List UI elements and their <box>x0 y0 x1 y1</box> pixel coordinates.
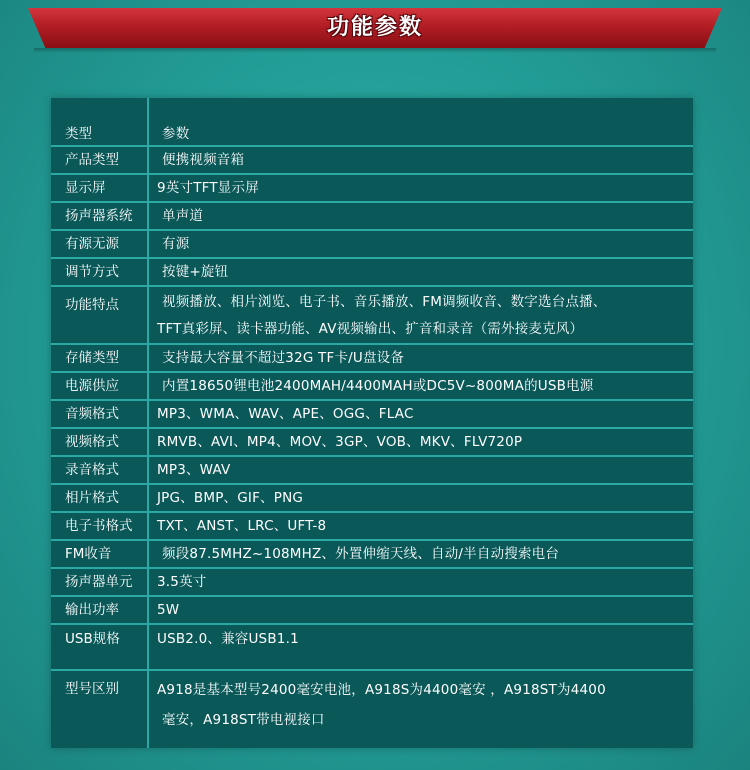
table-row <box>51 625 693 671</box>
row-value: 9英寸TFT显示屏 <box>157 180 259 196</box>
table-row <box>51 259 693 287</box>
row-label: 存储类型 <box>65 350 119 366</box>
row-value: 3.5英寸 <box>157 574 207 590</box>
table-row <box>51 373 693 401</box>
row-value-line: 毫安，A918ST带电视接口 <box>162 712 325 728</box>
table-row <box>51 513 693 541</box>
table-row <box>51 429 693 457</box>
row-value: 便携视频音箱 <box>162 152 245 168</box>
row-label: 型号区别 <box>65 681 119 697</box>
row-label: 输出功率 <box>65 602 119 618</box>
table-row <box>51 175 693 203</box>
row-label: 音频格式 <box>65 406 119 422</box>
row-label: 扬声器系统 <box>65 208 133 224</box>
row-label: 录音格式 <box>65 462 119 478</box>
table-row <box>51 231 693 259</box>
row-value-line: TFT真彩屏、读卡器功能、AV视频输出、扩音和录音（需外接麦克风） <box>157 321 584 337</box>
spec-table <box>51 98 693 748</box>
table-row <box>51 401 693 429</box>
row-label: 相片格式 <box>65 490 119 506</box>
row-value: 单声道 <box>162 208 204 224</box>
row-value: 有源 <box>162 236 190 252</box>
table-row <box>51 485 693 513</box>
row-label: 电源供应 <box>65 378 119 394</box>
row-label: 显示屏 <box>65 180 106 196</box>
table-row <box>51 203 693 231</box>
row-value: RMVB、AVI、MP4、MOV、3GP、VOB、MKV、FLV720P <box>157 434 523 450</box>
row-value: 参数 <box>162 126 190 142</box>
table-row <box>51 569 693 597</box>
row-value: 按键+旋钮 <box>162 264 229 280</box>
row-label: 调节方式 <box>65 264 119 280</box>
row-label: 产品类型 <box>65 152 119 168</box>
table-row <box>51 457 693 485</box>
table-row <box>51 147 693 175</box>
banner-title: 功能参数 <box>326 15 423 40</box>
row-value: JPG、BMP、GIF、PNG <box>157 490 304 506</box>
row-value-line: A918是基本型号2400毫安电池，A918S为4400毫安 ，A918ST为4400 <box>157 682 606 698</box>
row-label: 视频格式 <box>65 434 119 450</box>
table-row <box>51 287 693 345</box>
row-value: TXT、ANST、LRC、UFT-8 <box>157 518 327 534</box>
row-value: 频段87.5MHZ~108MHZ、外置伸缩天线、自动/半自动搜索电台 <box>162 546 560 562</box>
table-row <box>51 671 693 750</box>
row-value-line: 视频播放、相片浏览、电子书、音乐播放、FM调频收音、数字选台点播、 <box>162 294 607 310</box>
table-row <box>51 597 693 625</box>
table-row <box>51 345 693 373</box>
row-value: 内置18650锂电池2400MAH/4400MAH或DC5V~800MA的USB电源 <box>162 378 594 394</box>
banner-shadow <box>34 48 716 53</box>
row-value: USB2.0、兼容USB1.1 <box>157 631 299 647</box>
row-label: 扬声器单元 <box>65 574 133 590</box>
row-value: 支持最大容量不超过32G TF卡/U盘设备 <box>162 350 405 366</box>
row-label: 功能特点 <box>65 297 119 313</box>
row-value: MP3、WMA、WAV、APE、OGG、FLAC <box>157 406 414 422</box>
table-row <box>51 115 693 147</box>
row-label: 有源无源 <box>65 236 119 252</box>
row-label: 类型 <box>65 126 92 142</box>
row-label: 电子书格式 <box>65 518 133 534</box>
row-value: MP3、WAV <box>157 462 231 478</box>
table-row <box>51 541 693 569</box>
section-banner <box>28 8 722 54</box>
row-label: USB规格 <box>65 631 120 647</box>
row-label: FM收音 <box>65 546 112 562</box>
row-value: 5W <box>157 602 180 618</box>
